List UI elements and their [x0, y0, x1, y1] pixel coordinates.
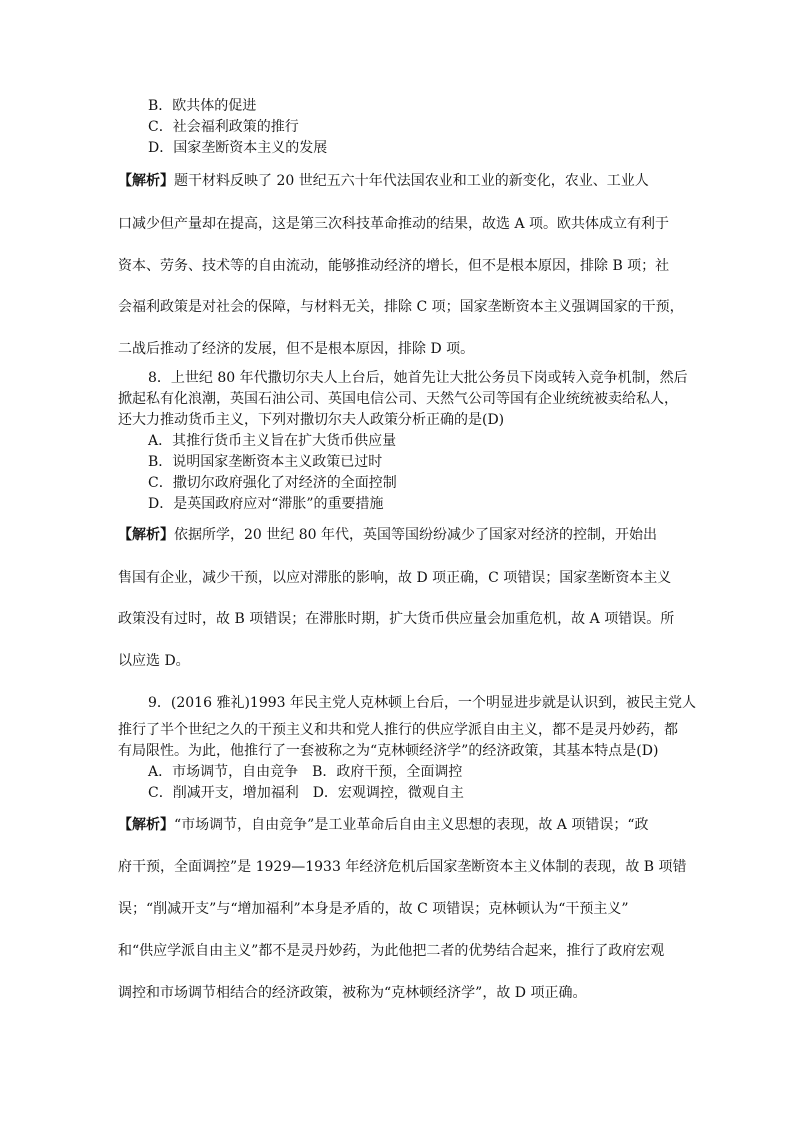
analysis-line: 和“供应学派自由主义”都不是灵丹妙药，为此他把二者的优势结合起来，推行了政府宏观 — [118, 943, 665, 959]
option-a: A．其推行货币主义旨在扩大货币供应量 — [148, 433, 397, 449]
analysis-line: 误；“削减开支”与“增加福利”本身是矛盾的，故 C 项错误；克林顿认为“干预主义” — [118, 901, 629, 917]
analysis-label: 【解析】 — [118, 173, 174, 189]
option-ab: A．市场调节，自由竞争 B．政府干预，全面调控 — [148, 764, 463, 780]
question-line: 掀起私有化浪潮，英国石油公司、英国电信公司、天然气公司等国有企业统统被卖给私人， — [118, 391, 678, 407]
analysis-line: 口减少但产量却在提高，这是第三次科技革命推动的结果，故选 A 项。欧共体成立有利于 — [118, 216, 670, 232]
analysis-line: 以应选 D。 — [118, 653, 190, 669]
analysis-label: 【解析】 — [118, 817, 174, 833]
option-d: D．国家垄断资本主义的发展 — [148, 140, 328, 156]
option-c: C．撒切尔政府强化了对经济的全面控制 — [148, 475, 397, 491]
question-line: 8．上世纪 80 年代撒切尔夫人上台后，她首先让大批公务员下岗或转入竞争机制，然后 — [148, 370, 688, 386]
analysis-line: 【解析】题干材料反映了 20 世纪五六十年代法国农业和工业的新变化，农业、工业人 — [118, 173, 649, 189]
question-line: 9．(2016 雅礼)1993 年民主党人克林顿上台后，一个明显进步就是认识到，被民主党人 — [148, 695, 696, 711]
analysis-line: 【解析】依据所学，20 世纪 80 年代，英国等国纷纷减少了国家对经济的控制，开始出 — [118, 527, 657, 543]
analysis-label: 【解析】 — [118, 527, 174, 543]
question-line: 推行了半个世纪之久的干预主义和共和党人推行的供应学派自由主义，都不是灵丹妙药，都 — [118, 722, 678, 738]
analysis-line: 售国有企业，减少干预，以应对滞胀的影响，故 D 项正确，C 项错误；国家垄断资本主义 — [118, 570, 672, 586]
analysis-line: 【解析】“市场调节，自由竞争”是工业革命后自由主义思想的表现，故 A 项错误；“政 — [118, 817, 649, 833]
analysis-line: 会福利政策是对社会的保障，与材料无关，排除 C 项；国家垄断资本主义强调国家的干预， — [118, 299, 684, 315]
option-cd: C．削减开支，增加福利 D．宏观调控，微观自主 — [148, 785, 464, 801]
question-line: 还大力推动货币主义，下列对撒切尔夫人政策分析正确的是(D) — [118, 412, 505, 428]
analysis-line: 二战后推动了经济的发展，但不是根本原因，排除 D 项。 — [118, 341, 475, 357]
analysis-line: 资本、劳务、技术等的自由流动，能够推动经济的增长，但不是根本原因，排除 B 项；社 — [118, 258, 670, 274]
option-b: B．说明国家垄断资本主义政策已过时 — [148, 454, 383, 470]
option-b: B．欧共体的促进 — [148, 98, 257, 114]
option-d: D．是英国政府应对“滞胀”的重要措施 — [148, 496, 384, 512]
analysis-line: 政策没有过时，故 B 项错误；在滞胀时期，扩大货币供应量会加重危机，故 A 项错误。所 — [118, 611, 675, 627]
analysis-line: 调控和市场调节相结合的经济政策，被称为“克林顿经济学”，故 D 项正确。 — [118, 985, 587, 1001]
analysis-line: 府干预，全面调控”是 1929—1933 年经济危机后国家垄断资本主义体制的表现，故 B 项错 — [118, 859, 687, 875]
question-line: 有局限性。为此，他推行了一套被称之为“克林顿经济学”的经济政策，其基本特点是(D) — [118, 743, 659, 759]
option-c: C．社会福利政策的推行 — [148, 119, 299, 135]
